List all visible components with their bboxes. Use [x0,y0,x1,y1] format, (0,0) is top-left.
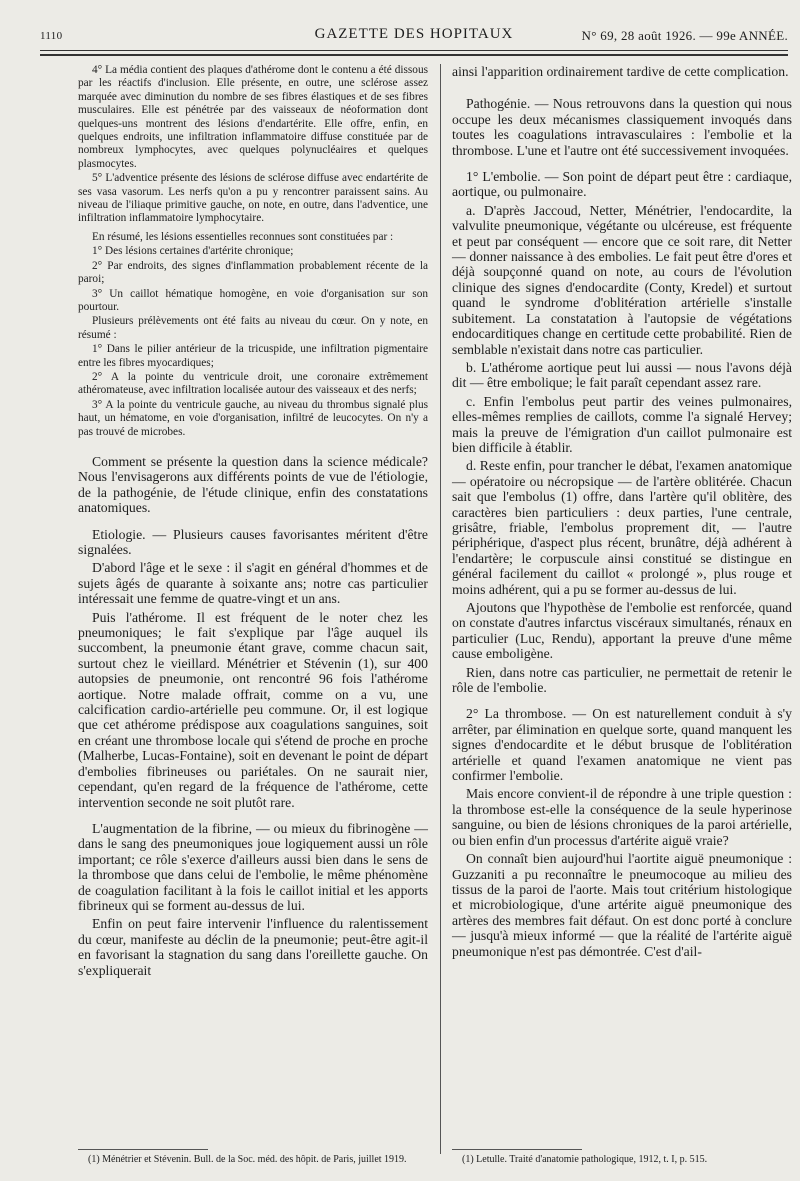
paragraph: 1° Des lésions certaines d'artérite chronique; [92,245,294,258]
paragraph: 2° A la pointe du ventricule droit, une coronaire extrêmement athéromateuse, avec infiltration localisée autour des vaisseaux et des nerfs; [78,370,428,397]
header-rule [40,50,788,51]
journal-title: GAZETTE DES HOPITAUX [314,26,514,42]
paragraph: 3° Un caillot hématique homogène, en voie d'organisation sur son pourtour. [78,287,428,313]
left-column [78,64,428,1164]
paragraph: b. L'athérome aortique peut lui aussi — nous l'avons déjà dit — être embolique; le fait paraît cependant assez rare. [452,359,792,391]
right-main-section [452,64,792,959]
footnote: (1) Letulle. Traité d'anatomie pathologique, 1912, t. I, p. 515. [462,1154,708,1165]
paragraph: En résumé, les lésions essentielles reconnues sont constituées par : [92,230,394,243]
left-main-section [78,454,428,978]
paragraph: Comment se présente la question dans la science médicale? Nous l'envisagerons aux différents points de vue de l'étiologie, de la pathogénie, de l'étude clinique, enfin des constatations anatomiques. [78,453,428,516]
section-pathogenie: Pathogénie. — Nous retrouvons dans la question qui nous occupe les deux mécanismes classiquement invoqués dans toutes les coagulations intravasculaires : l'embolie et la thrombose. L'une et l'autre ont été successivement invoquées. [452,96,792,158]
footnote: (1) Ménétrier et Stévenin. Bull. de la Soc. méd. des hôpit. de Paris, juillet 1919. [88,1154,407,1165]
column-divider [440,64,441,1154]
paragraph: 4° La média contient des plaques d'athérome dont le contenu a été dissous par les réactifs d'inclusion. Elle présente, en outre, une sclérose assez marquée avec diminution du nombre de ses fibres élastiques et de ses fibres musculaires. Elle est pénétrée par des vaisseaux de néoformation dont quelques-uns montrent des lésions d'endartérite. Elle offre, enfin, en quelques endroits, une infiltration inflammatoire diffuse constituée par de nombreux lymphocytes, avec quelques polynucléaires et quelques plasmocytes. [78,64,428,170]
page-number: 1110 [40,30,63,42]
paragraph: ainsi l'apparition ordinairement tardive de cette complication. [452,64,789,79]
paragraph: 3° A la pointe du ventricule gauche, au niveau du thrombus signalé plus haut, un hématome, en voie d'organisation, infiltré de leucocytes. On n'y a pas trouvé de microbes. [78,398,428,438]
paragraph: Rien, dans notre cas particulier, ne permettait de retenir le rôle de l'embolie. [452,664,792,696]
footnote-rule [452,1149,582,1150]
footnote-rule [78,1149,208,1150]
left-footnote-area [78,1139,428,1166]
paragraph: 2° Par endroits, des signes d'inflammation probablement récente de la paroi; [78,259,428,286]
header-rule-thick [40,54,788,56]
subsection-thrombose: 2° La thrombose. — On est naturellement conduit à s'y arrêter, par élimination en quelque sorte, quand manquent les signes d'endocardite et le début brusque de l'oblitération artérielle et quand l'examen anatomique ne vient pas confirmer l'embolie. [452,706,792,784]
paragraph: d. Reste enfin, pour trancher le débat, l'examen anatomique — opératoire ou nécropsique — de l'artère oblitérée. Chacun sait que l'embolus (1) offre, dans l'artère qu'il oblitère, des caractères bien particuliers : deux parties, l'une centrale, grisâtre, friable, l'embolus proprement dit, — l'autre périphérique, d'aspect plus récent, brunâtre, déjà adhérent à l'endartère; le corpuscule ainsi constitué se distingue en général facilement du caillot « prolongé », plus rouge et moins adhérent, qui a pu se former au-dessus de lui. [452,458,792,597]
issue-info: N° 69, 28 août 1926. — 99e ANNÉE. [581,28,788,43]
paragraph: a. D'après Jaccoud, Netter, Ménétrier, l'endocardite, la valvulite pneumonique, végétante ou ulcéreuse, est fréquente et peut par conséquent — encore que ce soit rare, dit Netter — donner naissance à des embolies. Le fait peut être d'ores et déjà soupçonné quand on note, au cours de l'évolution clinique des signes d'endocardite (Conty, Kredel) et surtout quand le syndrome d'oblitération artérielle s'installe subitement. La constatation à l'autopsie de végétations endocarditiques change en certitude cette probabilité. Rien de semblable n'existait dans notre cas particulier. [452,202,792,357]
paragraph: 1° Dans le pilier antérieur de la tricuspide, une infiltration pigmentaire entre les fibres myocardiques; [78,343,428,369]
subsection-embolie: 1° L'embolie. — Son point de départ peut être : cardiaque, aortique, ou pulmonaire. [452,169,792,200]
right-column [452,64,792,1164]
paragraph: Plusieurs prélèvements ont été faits au niveau du cœur. On y note, en résumé : [78,315,428,341]
right-footnote-area [452,1139,792,1166]
section-etiologie: Etiologie. — Plusieurs causes favorisantes méritent d'être signalées. [78,526,428,557]
paragraph: D'abord l'âge et le sexe : il s'agit en général d'hommes et de sujets âgés de quarante à soixante ans; notre cas particulier intéressait une femme de quatre-vingt et un ans. [78,560,428,607]
paragraph: Puis l'athérome. Il est fréquent de le noter chez les pneumoniques; le fait s'explique par l'âge auquel ils succombent, la pneumonie étant grave, comme chacun sait, surtout chez le vieillard. Ménétrier et Stévenin (1), sur 400 autopsies de pneumonie, ont rencontré 96 fois l'athérome aortique. Notre malade offrait, comme on a vu, une calcification cardio-artérielle peu commune. Or, il est logique que cet athérome prédispose aux coagulations sanguines, soit en créant une thrombose locale qui s'étend de proche en proche (Malherbe, Lucas-Fontaine), soit en devenant le point de départ d'embolies fibrineuses ou pariétales. On ne saurait nier, cependant, qu'en regard de la fréquence de l'athérome, cette intervention seconde ne soit plutôt rare. [78,609,428,810]
paragraph: Enfin on peut faire intervenir l'influence du ralentissement du cœur, manifeste au déclin de la pneumonie; peut-être agit-il en favorisant la stagnation du sang dans l'oreillette gauche. On s'expliquerait [78,916,428,978]
paragraph: Mais encore convient-il de répondre à une triple question : la thrombose est-elle la conséquence de la seule hyperinose sanguine, ou bien de lésions chroniques de la paroi artérielle, ou bien enfin d'un processus d'artérite aiguë vraie? [452,786,792,848]
paragraph: L'augmentation de la fibrine, — ou mieux du fibrinogène — dans le sang des pneumoniques joue logiquement aussi un rôle important; ce rôle s'exerce d'ailleurs aussi bien dans le sens de la thrombose que dans celui de l'embolie, le même phénomène de coagulation facilitant à la fois le caillot initial et les apports fibrineux qui se forment au-dessus de lui. [78,820,428,913]
page-header [40,22,788,46]
paragraph: Ajoutons que l'hypothèse de l'embolie est renforcée, quand on constate d'autres infarctus viscéraux simultanés, rénaux en particulier (Luc, Rendu), apportant la preuve d'une même cause emboligène. [452,600,792,662]
paragraph: 5° L'adventice présente des lésions de sclérose diffuse avec endartérite de ses vasa vasorum. Les nerfs qu'on a pu y rencontrer paraissent sains. Au niveau de l'iliaque primitive gauche, on note, en outre, dans l'adventice, une infiltration inflammatoire lymphocytaire. [78,172,428,225]
left-small-section [78,64,428,439]
paragraph: On connaît bien aujourd'hui l'aortite aiguë pneumonique : Guzzaniti a pu reconnaître le pneumocoque au milieu des tissus de la paroi de l'aorte. Mais tout critérium histologique et microbiologique, d'une artérite aiguë pneumonique des artères des membres fait défaut. On est donc porté à conclure — jusqu'à mieux informé — que la réalité de l'artérite aiguë pneumonique n'est pas démontrée. C'est d'ail- [452,851,792,959]
paragraph: c. Enfin l'embolus peut partir des veines pulmonaires, elles-mêmes remplies de caillots, comme l'a signalé Hervey; mais la preuve de l'émigration d'un caillot pulmonaire est bien difficile à établir. [452,393,792,455]
